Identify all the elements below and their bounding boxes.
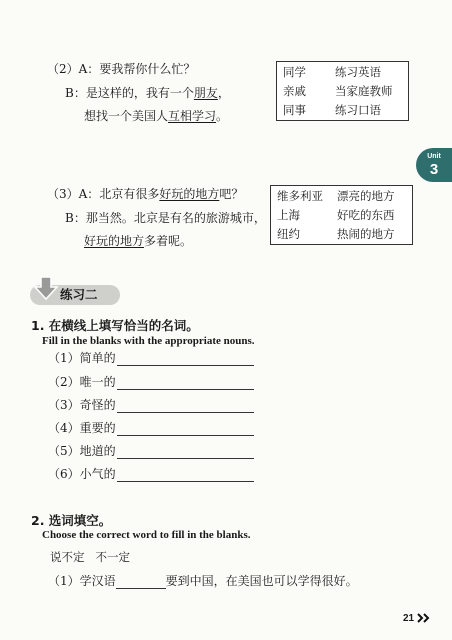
- box-row: [277, 62, 408, 81]
- blank-item-5: [48, 443, 254, 459]
- dialog-2-b-line2: [84, 108, 228, 124]
- dialog-2-underlined-word: 朋友: [193, 86, 218, 100]
- box-word: 同学: [283, 64, 306, 79]
- unit-tab: [416, 148, 452, 182]
- item-label: （2）唯一的: [48, 375, 116, 389]
- blank-line[interactable]: [117, 377, 254, 390]
- section-title: 练习二: [60, 287, 98, 302]
- dialog-2-a: [47, 61, 195, 77]
- box-word: 纽约: [277, 226, 300, 241]
- dialog-2-b-text: 是这样的，我有一个: [85, 86, 194, 100]
- blank-item-1: [48, 350, 254, 366]
- box-word: 维多利亚: [277, 188, 323, 203]
- dialog-2-a-text: 要我帮你什么忙？: [99, 62, 196, 76]
- item-label: （1）简单的: [48, 351, 116, 365]
- box-word: 同事: [283, 102, 306, 117]
- box-phrase: 好吃的东西: [337, 207, 395, 222]
- dialog-2-b-label: B：: [65, 86, 86, 100]
- box-phrase: 漂亮的地方: [337, 188, 395, 203]
- dialog-3-a: [47, 186, 243, 202]
- dialog-2-b-text2: 想找一个美国人: [84, 109, 169, 123]
- ex2-item-1: [48, 573, 358, 589]
- exercise-1-instruction: Fill in the blanks with the appropriate nouns.: [42, 335, 255, 347]
- box-row: [271, 205, 412, 224]
- box-phrase: 练习英语: [335, 64, 381, 79]
- dialog-2-punct: ，: [217, 86, 230, 100]
- item-label: （3）奇怪的: [48, 398, 116, 412]
- dialog-3-a-end: 吧？: [219, 187, 244, 201]
- dialog-3-b-line1: [65, 210, 266, 226]
- item-label: （4）重要的: [48, 421, 116, 435]
- dialog-3-b-label: B：: [65, 211, 86, 225]
- blank-item-4: [48, 420, 254, 436]
- blank-line[interactable]: [117, 353, 254, 366]
- dialog-3-underlined-phrase2: 好玩的地方: [84, 234, 145, 248]
- box-row: [271, 224, 412, 243]
- box-word: 上海: [277, 207, 300, 222]
- blank-item-3: [48, 397, 254, 413]
- exercise-2-heading: 2. 选词填空。: [31, 513, 112, 528]
- dialog-3-b-line2: [84, 233, 192, 249]
- dialog-2-b-line1: [65, 85, 230, 101]
- blank-item-2: [48, 374, 254, 390]
- double-chevron-icon: [417, 612, 431, 624]
- dialog-3-a-text: 北京有很多: [99, 187, 160, 201]
- blank-line[interactable]: [117, 446, 254, 459]
- box-phrase: 热闹的地方: [337, 226, 395, 241]
- dialog-2-punct2: 。: [216, 109, 229, 123]
- substitution-box-2: [276, 61, 409, 121]
- box-phrase: 当家庭教师: [335, 83, 393, 98]
- box-row: [271, 186, 412, 205]
- blank-line[interactable]: [116, 576, 166, 589]
- dialog-3-a-label: （3）A：: [47, 187, 100, 201]
- blank-item-6: [48, 466, 254, 482]
- dialog-3-b-end: 多着呢。: [144, 234, 193, 248]
- box-word: 亲戚: [283, 83, 306, 98]
- item-label: （1）学汉语: [48, 574, 116, 588]
- item-label: （6）小气的: [48, 467, 116, 481]
- exercise-2-instruction: Choose the correct word to fill in the blanks.: [42, 529, 251, 541]
- box-phrase: 练习口语: [335, 102, 381, 117]
- exercise-1-heading: 1. 在横线上填写恰当的名词。: [31, 318, 199, 333]
- unit-label: Unit: [427, 153, 441, 160]
- item-label: （5）地道的: [48, 444, 116, 458]
- box-row: [277, 100, 408, 119]
- word-choices: 说不定 不一定: [50, 550, 130, 564]
- page-number: 21: [403, 613, 415, 624]
- box-row: [277, 81, 408, 100]
- blank-line[interactable]: [117, 400, 254, 413]
- dialog-3-underlined-phrase: 好玩的地方: [159, 187, 220, 201]
- dialog-2-a-label: （2）A：: [47, 62, 100, 76]
- blank-line[interactable]: [117, 469, 254, 482]
- item-text: 要到中国，在美国也可以学得很好。: [165, 574, 358, 588]
- unit-number: 3: [429, 161, 439, 178]
- blank-line[interactable]: [117, 423, 254, 436]
- down-arrow-icon: [34, 276, 58, 300]
- substitution-box-3: [270, 185, 413, 245]
- dialog-3-b-text: 那当然。北京是有名的旅游城市，: [85, 211, 266, 225]
- dialog-2-underlined-phrase: 互相学习: [168, 109, 217, 123]
